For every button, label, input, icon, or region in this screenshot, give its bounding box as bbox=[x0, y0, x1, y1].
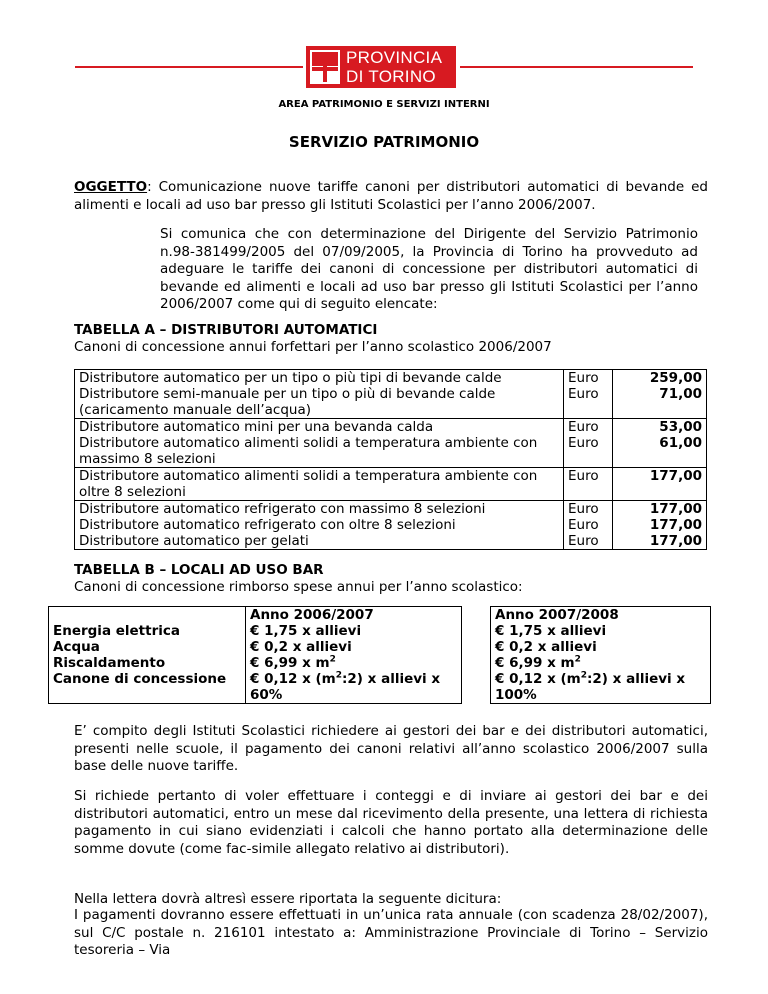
oggetto-label: OGGETTO bbox=[74, 179, 148, 195]
cell-2007-risc: € 6,99 x $m^2$ bbox=[495, 654, 581, 671]
label-acqua: Acqua bbox=[53, 639, 100, 655]
row-currency: Euro bbox=[568, 419, 599, 435]
table-row bbox=[49, 607, 711, 704]
cell-2006-canone-pct: 60% bbox=[250, 687, 283, 703]
cell-2007-canone: € 0,12 x $(m^2:2)$ x allievi x bbox=[495, 670, 686, 687]
tabella-b-subtitle: Canoni di concessione rimborso spese annui per l’anno scolastico: bbox=[74, 579, 523, 595]
intro-paragraph: Si comunica che con determinazione del Dirigente del Servizio Patrimonio n.98-381499/2005 del 07/09/2005, la Provincia di Torino ha provveduto ad adeguare le tariffe dei canoni di concessione per distributori automatici di bevande ed alimenti e locali ad uso bar presso gli Istituti Scolastici per l’anno 2006/2007 come qui di seguito elencate: bbox=[160, 226, 698, 312]
row-currency: Euro bbox=[568, 533, 599, 549]
row-desc: Distributore semi-manuale per un tipo o più di bevande calde (caricamento manuale dell’acqua) bbox=[79, 386, 496, 418]
row-desc: Distributore automatico mini per una bevanda calda bbox=[79, 419, 434, 435]
provincia-logo bbox=[306, 46, 456, 88]
row-currency: Euro bbox=[568, 386, 599, 402]
tabella-a-title: TABELLA A – DISTRIBUTORI AUTOMATICI bbox=[74, 322, 378, 338]
logo-text bbox=[346, 48, 442, 86]
row-value: 177,00 bbox=[649, 501, 702, 517]
cell-2006-risc: € 6,99 x $m^2$ bbox=[250, 654, 336, 671]
service-heading: SERVIZIO PATRIMONIO bbox=[288, 133, 480, 151]
tabella-b bbox=[48, 606, 711, 704]
row-desc: Distributore automatico alimenti solidi a temperatura ambiente con oltre 8 selezioni bbox=[75, 468, 564, 501]
row-currency: Euro bbox=[568, 435, 599, 451]
paragraph-richiesta: Si richiede pertanto di voler effettuare i conteggi e di inviare ai gestori dei bar e dei distributori automatici, entro un mese dal ricevimento della presente, una lettera di richiesta pagamento in cui siano evidenziati i calcoli che hanno portato alla determinazione delle somme dovute (come fac-simile allegato relativo ai distributori). bbox=[74, 788, 708, 857]
logo-line2: DI TORINO bbox=[346, 67, 436, 86]
tabella-a-subtitle: Canoni di concessione annui forfettari per l’anno scolastico 2006/2007 bbox=[74, 339, 552, 355]
label-energia: Energia elettrica bbox=[53, 623, 180, 639]
row-currency: Euro bbox=[564, 468, 613, 501]
tabella-b-title: TABELLA B – LOCALI AD USO BAR bbox=[74, 562, 324, 578]
header-rule-left bbox=[75, 66, 303, 68]
cell-2006-acqua: € 0,2 x allievi bbox=[250, 639, 352, 655]
row-currency: Euro bbox=[568, 370, 599, 386]
row-desc: Distributore automatico alimenti solidi a temperatura ambiente con massimo 8 selezioni bbox=[79, 435, 538, 467]
row-value: 61,00 bbox=[659, 435, 702, 451]
row-value: 177,00 bbox=[649, 517, 702, 533]
paragraph-compito: E’ compito degli Istituti Scolastici richiedere ai gestori dei bar e dei distributori automatici, presenti nelle scuole, il pagamento dei canoni relativi all’anno scolastico 2006/2007 sulla base delle nuove tariffe. bbox=[74, 723, 708, 774]
logo-line1: PROVINCIA bbox=[346, 48, 443, 67]
row-desc: Distributore automatico per un tipo o più tipi di bevande calde bbox=[79, 370, 502, 386]
col-2007-header: Anno 2007/2008 bbox=[495, 607, 619, 623]
row-value: 177,00 bbox=[613, 468, 707, 501]
table-row bbox=[75, 468, 707, 501]
col-2006-header: Anno 2006/2007 bbox=[250, 607, 374, 623]
cell-2007-energia: € 1,75 x allievi bbox=[495, 623, 607, 639]
table-row bbox=[75, 370, 707, 419]
row-desc: Distributore automatico per gelati bbox=[79, 533, 309, 549]
tabella-a bbox=[74, 369, 707, 550]
row-currency: Euro bbox=[568, 501, 599, 517]
cell-2007-acqua: € 0,2 x allievi bbox=[495, 639, 597, 655]
area-heading: AREA PATRIMONIO E SERVIZI INTERNI bbox=[278, 99, 490, 110]
paragraph-pagamenti: I pagamenti dovranno essere effettuati in un’unica rata annuale (con scadenza 28/02/2007), sul C/C postale n. 216101 intestato a: Amministrazione Provinciale di Torino – Servizio tesoreria – Via bbox=[74, 907, 708, 958]
row-value: 71,00 bbox=[659, 386, 702, 402]
cell-2006-canone: € 0,12 x $(m^2:2)$ x allievi x bbox=[250, 670, 441, 687]
paragraph-dicitura: Nella lettera dovrà altresì essere riportata la seguente dicitura: bbox=[74, 891, 502, 907]
row-value: 259,00 bbox=[649, 370, 702, 386]
cell-2007-canone-pct: 100% bbox=[495, 687, 537, 703]
row-desc: Distributore automatico refrigerato con massimo 8 selezioni bbox=[79, 501, 486, 517]
cell-2006-energia: € 1,75 x allievi bbox=[250, 623, 362, 639]
oggetto-text: : Comunicazione nuove tariffe canoni per distributori automatici di bevande ed alimenti e locali ad uso bar presso gli Istituti Scolastici per l’anno 2006/2007. bbox=[74, 179, 708, 213]
label-canone: Canone di concessione bbox=[53, 671, 227, 687]
table-row bbox=[75, 419, 707, 468]
provincia-crest-icon bbox=[310, 50, 340, 84]
row-value: 53,00 bbox=[659, 419, 702, 435]
row-value: 177,00 bbox=[649, 533, 702, 549]
label-riscaldamento: Riscaldamento bbox=[53, 655, 166, 671]
row-currency: Euro bbox=[568, 517, 599, 533]
oggetto-paragraph bbox=[74, 178, 708, 214]
table-row bbox=[75, 501, 707, 550]
header-rule-right bbox=[460, 66, 693, 68]
row-desc: Distributore automatico refrigerato con oltre 8 selezioni bbox=[79, 517, 456, 533]
